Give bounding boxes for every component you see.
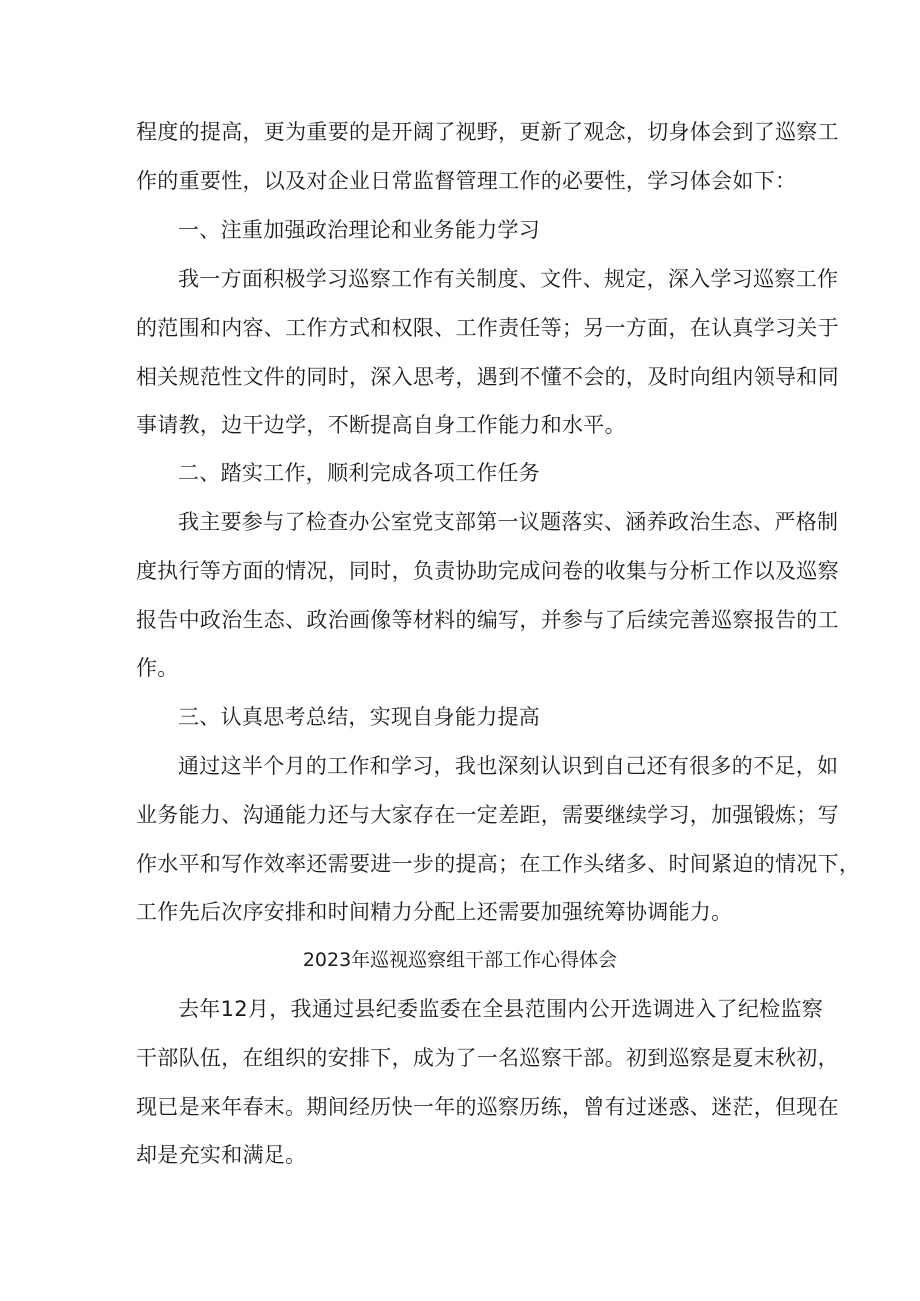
document-title: 2023年巡视巡察组干部工作心得体会 [302, 949, 618, 971]
section-heading: 一、注重加强政治理论和业务能力学习 [178, 218, 541, 242]
paragraph-line: 相关规范性文件的同时，深入思考，遇到不懂不会的，及时向组内领导和同 [136, 365, 839, 389]
paragraph-line: 作。 [136, 656, 179, 680]
section-heading: 二、踏实工作，顺利完成各项工作任务 [178, 461, 541, 485]
paragraph-line: 的范围和内容、工作方式和权限、工作责任等；另一方面，在认真学习关于 [136, 316, 839, 340]
paragraph-line: 工作先后次序安排和时间精力分配上还需要加强统筹协调能力。 [136, 900, 733, 924]
paragraph-line: 业务能力、沟通能力还与大家存在一定差距，需要继续学习，加强锻炼；写 [136, 803, 839, 827]
paragraph-line: 现已是来年春末。期间经历快一年的巡察历练，曾有过迷惑、迷茫，但现在 [136, 1095, 839, 1119]
paragraph-line: 却是充实和满足。 [136, 1143, 307, 1167]
paragraph-line: 程度的提高，更为重要的是开阔了视野，更新了观念，切身体会到了巡察工 [136, 120, 839, 144]
paragraph-line: 通过这半个月的工作和学习，我也深刻认识到自己还有很多的不足，如 [178, 754, 839, 778]
paragraph-line: 作的重要性，以及对企业日常监督管理工作的必要性，学习体会如下： [136, 169, 797, 193]
paragraph-line: 干部队伍，在组织的安排下，成为了一名巡察干部。初到巡察是夏末秋初， [136, 1046, 839, 1070]
section-heading: 三、认真思考总结，实现自身能力提高 [178, 705, 541, 729]
paragraph-line: 我主要参与了检查办公室党支部第一议题落实、涵养政治生态、严格制 [178, 510, 839, 534]
paragraph-line: 报告中政治生态、政治画像等材料的编写，并参与了后续完善巡察报告的工 [136, 608, 839, 632]
paragraph-line: 度执行等方面的情况，同时，负责协助完成问卷的收集与分析工作以及巡察 [136, 559, 839, 583]
paragraph-line: 事请教，边干边学，不断提高自身工作能力和水平。 [136, 413, 626, 437]
paragraph-line: 我一方面积极学习巡察工作有关制度、文件、规定，深入学习巡察工作 [178, 267, 839, 291]
paragraph-line: 去年12月，我通过县纪委监委在全县范围内公开选调进入了纪检监察 [178, 997, 824, 1021]
paragraph-line: 作水平和写作效率还需要进一步的提高；在工作头绪多、时间紧迫的情况下， [136, 852, 861, 876]
